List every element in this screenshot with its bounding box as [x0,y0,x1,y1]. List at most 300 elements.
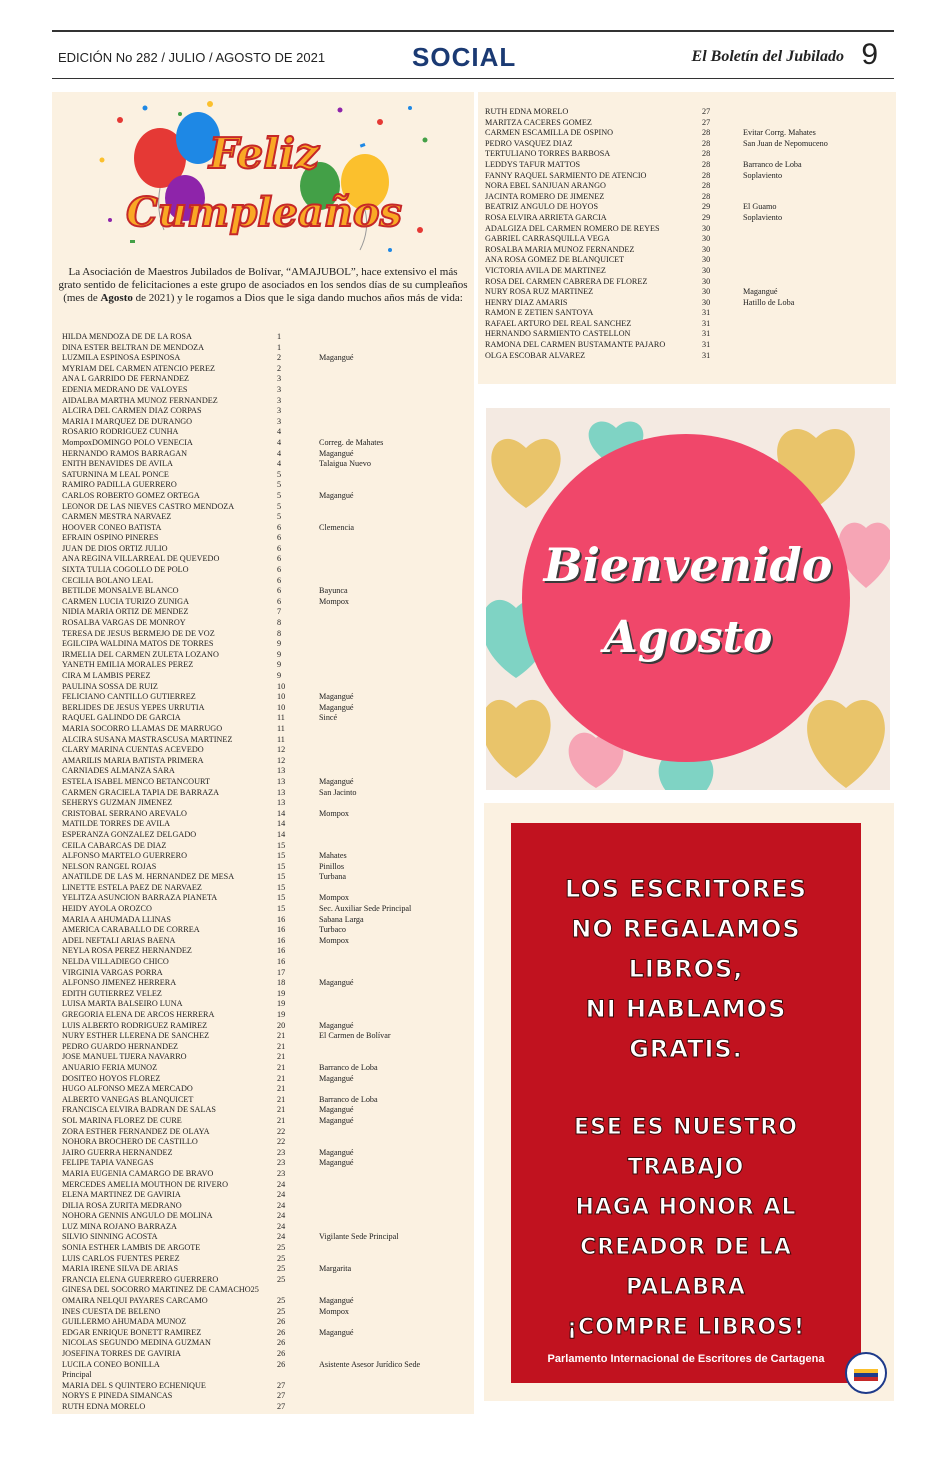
birthday-row [62,1095,462,1106]
birthday-name: CLARY MARINA CUENTAS ACEVEDO [62,745,204,755]
birthday-row [62,862,462,873]
birthday-row [62,989,462,1000]
birthday-list-right [485,107,885,361]
birthday-name: PEDRO VASQUEZ DIAZ [485,138,573,148]
birthday-place: Magangué [319,692,354,702]
birthday-row [62,1370,462,1381]
birthday-day: 19 [277,999,286,1009]
birthday-row [62,1264,462,1275]
birthday-place: Margarita [319,1264,352,1274]
birthday-row [62,396,462,407]
birthday-day: 28 [702,170,711,180]
birthday-row [62,491,462,502]
poster-line: PALABRA [626,1275,746,1300]
birthday-day: 25 [277,1274,286,1284]
birthday-name: SILVIO SINNING ACOSTA [62,1232,158,1242]
birthday-place: Clemencia [319,522,355,532]
birthday-day: 6 [277,522,282,532]
birthday-place: Sabana Larga [319,914,364,924]
birthday-name: CEILA CABARCAS DE DIAZ [62,840,167,850]
birthday-row [62,1349,462,1360]
birthday-place: Barranco de Loba [319,1062,378,1072]
birthday-day: 1 [277,332,282,341]
birthday-day: 21 [277,1105,286,1115]
birthday-day: 16 [277,946,286,956]
birthday-row [62,925,462,936]
birthday-day: 10 [277,692,286,702]
birthday-name: NURY ROSA RUZ MARTINEZ [485,287,594,297]
birthday-row [485,287,885,298]
birthday-day: 8 [277,628,282,638]
birthday-day: 16 [277,914,286,924]
birthday-row [62,427,462,438]
birthday-day: 15 [277,851,286,861]
birthday-row [62,957,462,968]
birthday-day: 21 [277,1052,286,1062]
birthday-day: 4 [277,448,282,458]
birthday-place: Magangué [319,1296,354,1306]
birthday-day: 14 [277,819,286,829]
poster-line: TRABAJO [627,1155,745,1180]
birthday-name: LUZMILA ESPINOSA ESPINOSA [62,353,181,363]
birthday-row [62,1010,462,1021]
birthday-row [62,1021,462,1032]
birthday-name: RAFAEL ARTURO DEL REAL SANCHEZ [485,318,632,328]
birthday-day: 29 [702,202,711,212]
birthday-day: 30 [702,276,711,286]
birthday-place: Magangué [743,287,778,297]
birthday-day: 2 [277,353,282,363]
birthday-name: BETILDE MONSALVE BLANCO [62,586,179,596]
birthday-name: RUTH EDNA MORELO [62,1401,146,1411]
birthday-day: 3 [277,374,282,384]
birthday-name: CARMEN MESTRA NARVAEZ [62,512,172,522]
birthday-place: Barranco de Loba [319,1094,378,1104]
birthday-row [485,213,885,224]
agosto-line1: Bienvenido [543,538,833,592]
birthday-day: 24 [277,1190,286,1200]
birthday-row [62,332,462,343]
birthday-name: LEONOR DE LAS NIEVES CASTRO MENDOZA [62,501,235,511]
birthday-day: 30 [702,223,711,233]
birthday-row [62,809,462,820]
birthday-day: 30 [702,255,711,265]
birthday-row [62,1148,462,1159]
birthday-row [62,1169,462,1180]
birthday-name: EDGAR ENRIQUE BONETT RAMIREZ [62,1327,202,1337]
birthday-name: LEDDYS TAFUR MATTOS [485,159,581,169]
birthday-place: Mompox [319,1306,350,1316]
birthday-day: 10 [277,681,286,691]
birthday-row [62,1190,462,1201]
birthday-name: EGILCIPA WALDINA MATOS DE TORRES [62,639,214,649]
poster-line: LOS ESCRITORES [564,875,808,903]
birthday-place: Mompox [319,893,350,903]
birthday-row [485,160,885,171]
birthday-row [62,1074,462,1085]
birthday-row [62,353,462,364]
birthday-day: 11 [277,723,285,733]
birthday-place: Barranco de Loba [743,159,802,169]
birthday-row [62,703,462,714]
birthday-name: AIDALBA MARTHA MUNOZ FERNANDEZ [62,395,218,405]
birthday-name: ROSALBA VARGAS DE MONROY [62,618,186,628]
birthday-name: GREGORIA ELENA DE ARCOS HERRERA [62,1010,215,1019]
birthday-name: BEATRIZ ANGULO DE HOYOS [485,202,599,212]
birthday-row [62,470,462,481]
birthday-day: 22 [277,1126,286,1136]
birthday-row [62,374,462,385]
birthday-row [485,149,885,160]
birthday-row [485,308,885,319]
birthday-name: CECILIA BOLANO LEAL [62,575,153,585]
birthday-row [485,319,885,330]
birthday-day: 31 [702,340,711,350]
birthday-name: MARIA A AHUMADA LLINAS [62,914,171,924]
birthday-name: NIDIA MARIA ORTIZ DE MENDEZ [62,607,189,617]
birthday-row [62,1285,462,1296]
birthday-place: Pinillos [319,861,345,871]
birthday-row [62,1296,462,1307]
birthday-day: 26 [277,1349,286,1358]
birthday-name: MERCEDES AMELIA MOUTHON DE RIVERO [62,1179,229,1189]
page-number: 9 [861,38,878,71]
birthday-name: NURY ESTHER LLERENA DE SANCHEZ [62,1031,210,1041]
birthday-name: LUISA MARTA BALSEIRO LUNA [62,999,183,1009]
birthday-name: HERNANDO RAMOS BARRAGAN [62,448,188,458]
birthday-name: HERNANDO SARMIENTO CASTELLON [485,329,631,339]
birthday-name: SOL MARINA FLOREZ DE CURE [62,1115,182,1125]
birthday-day: 15 [277,893,286,903]
birthday-name: ALCIRA SUSANA MASTRASCUSA MARTINEZ [62,734,233,744]
birthday-day: 6 [277,575,282,585]
birthday-day: 3 [277,395,282,405]
birthday-day: 27 [277,1391,286,1401]
birthday-day: 10 [277,702,286,712]
birthday-day: 21 [277,1062,286,1072]
birthday-row [62,724,462,735]
poster-line: HAGA HONOR AL [575,1195,797,1220]
birthday-place: Mompox [319,935,350,945]
birthday-name: MompoxDOMINGO POLO VENECIA [62,437,193,447]
birthday-place: Asistente Asesor Jurídico Sede [319,1359,421,1369]
birthday-day: 16 [277,935,286,945]
birthday-name: FELIPE TAPIA VANEGAS [62,1158,154,1168]
birthday-row [62,438,462,449]
banner-line2: Cumpleaños [125,189,403,236]
birthday-day: 6 [277,554,282,564]
birthday-row [62,406,462,417]
birthday-row [62,1328,462,1339]
birthday-place: Magangué [319,1327,354,1337]
birthday-day: 21 [277,1094,286,1104]
birthday-name: NOHORA BROCHERO DE CASTILLO [62,1137,198,1147]
birthday-row [62,893,462,904]
birthday-day: 19 [277,988,286,998]
birthday-name: FRANCIA ELENA GUERRERO GUERRERO [62,1274,219,1284]
escritores-poster [484,803,894,1401]
intro-text-before: La Asociación de Maestros Jubilados de Bolívar, “AMAJUBOL”, hace extensivo el más grato sentido de felicitaciones a este grupo de asociados en los sendos días de su cumpleaños (mes de [58,266,468,304]
birthday-row [62,1180,462,1191]
birthday-row [485,245,885,256]
birthday-day: 16 [277,957,286,967]
birthday-name: RAMON E ZETIEN SANTOYA [485,308,594,318]
birthday-row [62,1127,462,1138]
birthday-row [62,1381,462,1392]
birthday-day: 9 [277,649,282,659]
birthday-name: CIRA M LAMBIS PEREZ [62,671,151,680]
birthday-name: MYRIAM DEL CARMEN ATENCIO PEREZ [62,363,215,373]
birthday-day: 26 [277,1317,286,1327]
birthday-day: 30 [702,287,711,297]
birthday-day: 23 [277,1168,286,1178]
birthday-place: Soplaviento [743,212,783,222]
birthday-day: 12 [277,745,286,755]
birthday-day: 24 [277,1232,286,1242]
birthday-day: 17 [277,967,286,977]
birthday-row [62,777,462,788]
birthday-name: LINETTE ESTELA PAEZ DE NARVAEZ [62,882,202,892]
birthday-row [485,139,885,150]
birthday-name: FRANCISCA ELVIRA BADRAN DE SALAS [62,1105,216,1115]
birthday-place: San Juan de Nepomuceno [743,138,828,148]
birthday-name: FELICIANO CANTILLO GUTIERREZ [62,692,196,702]
birthday-row [62,1084,462,1095]
birthday-row [62,417,462,428]
birthday-row [485,277,885,288]
agosto-hearts-background [486,408,890,790]
birthday-place: Magangué [319,490,354,500]
birthday-day: 5 [277,469,282,479]
birthday-day: 31 [702,350,711,360]
poster-line: GRATIS. [629,1035,743,1063]
poster-footer: Parlamento Internacional de Escritores de Cartagena [547,1353,825,1365]
birthday-name: ANA ROSA GOMEZ DE BLANQUICET [485,255,625,265]
birthday-day: 4 [277,437,282,447]
birthday-row [62,512,462,523]
birthday-row [62,1158,462,1169]
birthday-row [62,586,462,597]
birthday-name: MARIA I MARQUEZ DE DURANGO [62,416,193,426]
birthday-day: 8 [277,618,282,628]
birthday-row [62,576,462,587]
birthday-row [62,385,462,396]
birthday-list-left [62,332,462,1413]
birthday-day: 13 [277,766,286,776]
birthday-day: 21 [277,1115,286,1125]
birthday-row [62,819,462,830]
birthday-name: MARIA IRENE SILVA DE ARIAS [62,1264,179,1274]
birthday-name: CARNIADES ALMANZA SARA [62,766,175,776]
birthday-row [62,735,462,746]
birthday-row [485,171,885,182]
birthday-row [62,1222,462,1233]
birthday-row [62,1254,462,1265]
birthday-place: Mompox [319,596,350,606]
birthday-name: JAIRO GUERRA HERNANDEZ [62,1147,173,1157]
parlamento-seal-icon [844,1351,888,1395]
birthday-day: 15 [277,904,286,914]
birthday-day: 14 [277,808,286,818]
banner-line1: Feliz [208,129,320,178]
birthday-day: 25 [277,1296,286,1306]
birthday-name: ROSARIO RODRIGUEZ CUNHA [62,427,179,437]
birthday-day: 21 [277,1041,286,1051]
birthday-name: ANA REGINA VILLARREAL DE QUEVEDO [62,554,220,564]
header-top-rule [52,30,894,32]
birthday-name: TERESA DE JESUS BERMEJO DE DE VOZ [62,628,215,638]
birthday-name: ALBERTO VANEGAS BLANQUICET [62,1094,194,1104]
birthday-name: JACINTA ROMERO DE JIMENEZ [485,191,605,201]
birthday-day: 28 [702,128,711,138]
birthday-name: ESPERANZA GONZALEZ DELGADO [62,829,197,839]
birthday-row [62,692,462,703]
birthday-day: 30 [702,244,711,254]
birthday-row [485,128,885,139]
birthday-place: El Carmen de Bolívar [319,1031,391,1041]
agosto-line2: Agosto [603,612,773,663]
birthday-name: JUAN DE DIOS ORTIZ JULIO [62,543,168,553]
birthday-day: 3 [277,416,282,426]
birthday-row [62,660,462,671]
birthday-day: 20 [277,1020,286,1030]
birthday-name: NORA EBEL SANJUAN ARANGO [485,181,606,191]
birthday-name: LUCILA CONEO BONILLA [62,1359,160,1369]
birthday-row [62,502,462,513]
poster-red-panel [511,823,861,1383]
birthday-day: 15 [277,882,286,892]
birthday-name: ELENA MARTINEZ DE GAVIRIA [62,1190,181,1200]
newspaper-name: El Boletín del Jubilado [691,48,844,65]
birthday-name: HUGO ALFONSO MEZA MERCADO [62,1084,193,1094]
birthday-row [485,181,885,192]
birthday-day: 25 [277,1243,286,1253]
birthday-row [485,255,885,266]
birthday-day: 5 [277,501,282,511]
birthday-day: 26 [277,1338,286,1348]
birthday-day: 29 [702,212,711,222]
birthday-name: ADEL NEFTALI ARIAS BAENA [62,935,176,945]
birthday-row [485,202,885,213]
birthday-place: Magangué [319,1020,354,1030]
birthday-row [62,618,462,629]
birthday-name: AMERICA CARABALLO DE CORREA [62,925,200,935]
bienvenido-agosto-image [486,408,890,790]
birthday-name: LUZ MINA ROJANO BARRAZA [62,1221,177,1231]
birthday-day: 5 [277,512,282,522]
birthday-place: Sec. Auxiliar Sede Principal [319,904,412,914]
birthday-day: 1 [277,342,282,352]
birthday-day: 13 [277,776,286,786]
birthday-row [62,1317,462,1328]
birthday-day: 7 [277,607,282,617]
birthday-name: ROSALBA MARIA MUNOZ FERNANDEZ [485,244,635,254]
birthday-place: Magangué [319,776,354,786]
birthday-name: ROSA ELVIRA ARRIETA GARCIA [485,212,607,222]
birthday-day: 11 [277,713,285,723]
poster-line: LIBROS, [628,955,744,983]
birthday-row [62,1211,462,1222]
birthday-row [62,915,462,926]
birthday-place: Evitar Corrg. Mahates [743,128,816,138]
birthday-name: ANATILDE DE LAS M. HERNANDEZ DE MESA [62,872,235,882]
birthday-name: NORYS E PINEDA SIMANCAS [62,1391,173,1401]
poster-line: NI HABLAMOS [585,995,787,1023]
birthday-row [485,351,885,362]
birthday-name: PEDRO GUARDO HERNANDEZ [62,1041,178,1051]
birthday-row [62,607,462,618]
birthday-name: JOSE MANUEL TIJERA NAVARRO [62,1052,187,1062]
birthday-day: 6 [277,565,282,575]
birthday-day: 30 [702,234,711,244]
birthday-day: 4 [277,427,282,437]
birthday-row [62,1338,462,1349]
birthday-name: NOHORA GENNIS ANGULO DE MOLINA [62,1211,213,1221]
birthday-name: JOSEFINA TORRES DE GAVIRIA [62,1349,181,1358]
birthday-row [62,1307,462,1318]
birthday-row [62,766,462,777]
birthday-name: DOSITEO HOYOS FLOREZ [62,1073,161,1083]
birthday-name: DILIA ROSA ZURITA MEDRANO [62,1200,182,1210]
birthday-day: 28 [702,181,711,191]
birthday-row [62,830,462,841]
birthday-day: 21 [277,1073,286,1083]
birthday-row [62,851,462,862]
birthday-day: 6 [277,543,282,553]
birthday-name: DINA ESTER BELTRAN DE MENDOZA [62,342,205,352]
birthday-row [62,883,462,894]
birthday-name: LUIS ALBERTO RODRIGUEZ RAMIREZ [62,1020,208,1030]
birthday-name: GINESA DEL SOCORRO MARTINEZ DE CAMACHO25 [62,1285,259,1295]
birthday-row [62,565,462,576]
birthday-day: 24 [277,1200,286,1210]
birthday-day: 9 [277,671,282,680]
birthday-row [62,1402,462,1413]
birthday-row [62,946,462,957]
birthday-row [62,459,462,470]
birthday-row [485,224,885,235]
birthday-name: RAMONA DEL CARMEN BUSTAMANTE PAJARO [485,340,666,350]
birthday-day: 27 [277,1401,286,1411]
birthday-row [62,756,462,767]
birthday-day: 25 [277,1264,286,1274]
birthday-day: 3 [277,406,282,416]
birthday-name: NELDA VILLADIEGO CHICO [62,957,169,967]
birthday-place: Turbana [319,872,346,882]
birthday-row [62,1275,462,1286]
poster-line: NO REGALAMOS [571,915,801,943]
birthday-day: 13 [277,787,286,797]
birthday-place: Sincé [319,713,338,723]
birthday-row [62,671,462,682]
birthday-day: 18 [277,978,286,988]
birthday-day: 30 [702,297,711,307]
birthday-day: 25 [277,1253,286,1263]
birthday-day: 4 [277,459,282,469]
birthday-row [485,266,885,277]
birthday-name: RAMIRO PADILLA GUERRERO [62,480,177,490]
birthday-row [62,1137,462,1148]
birthday-name: BERLIDES DE JESUS YEPES URRUTIA [62,702,205,712]
birthday-row [62,872,462,883]
birthday-day: 23 [277,1147,286,1157]
birthday-name: CARMEN ESCAMILLA DE OSPINO [485,128,614,138]
birthday-name: NEYLA ROSA PEREZ HERNANDEZ [62,946,192,956]
birthday-day: 25 [277,1306,286,1316]
birthday-place: San Jacinto [319,787,357,797]
birthday-row [62,713,462,724]
birthday-place: Magangué [319,353,354,363]
